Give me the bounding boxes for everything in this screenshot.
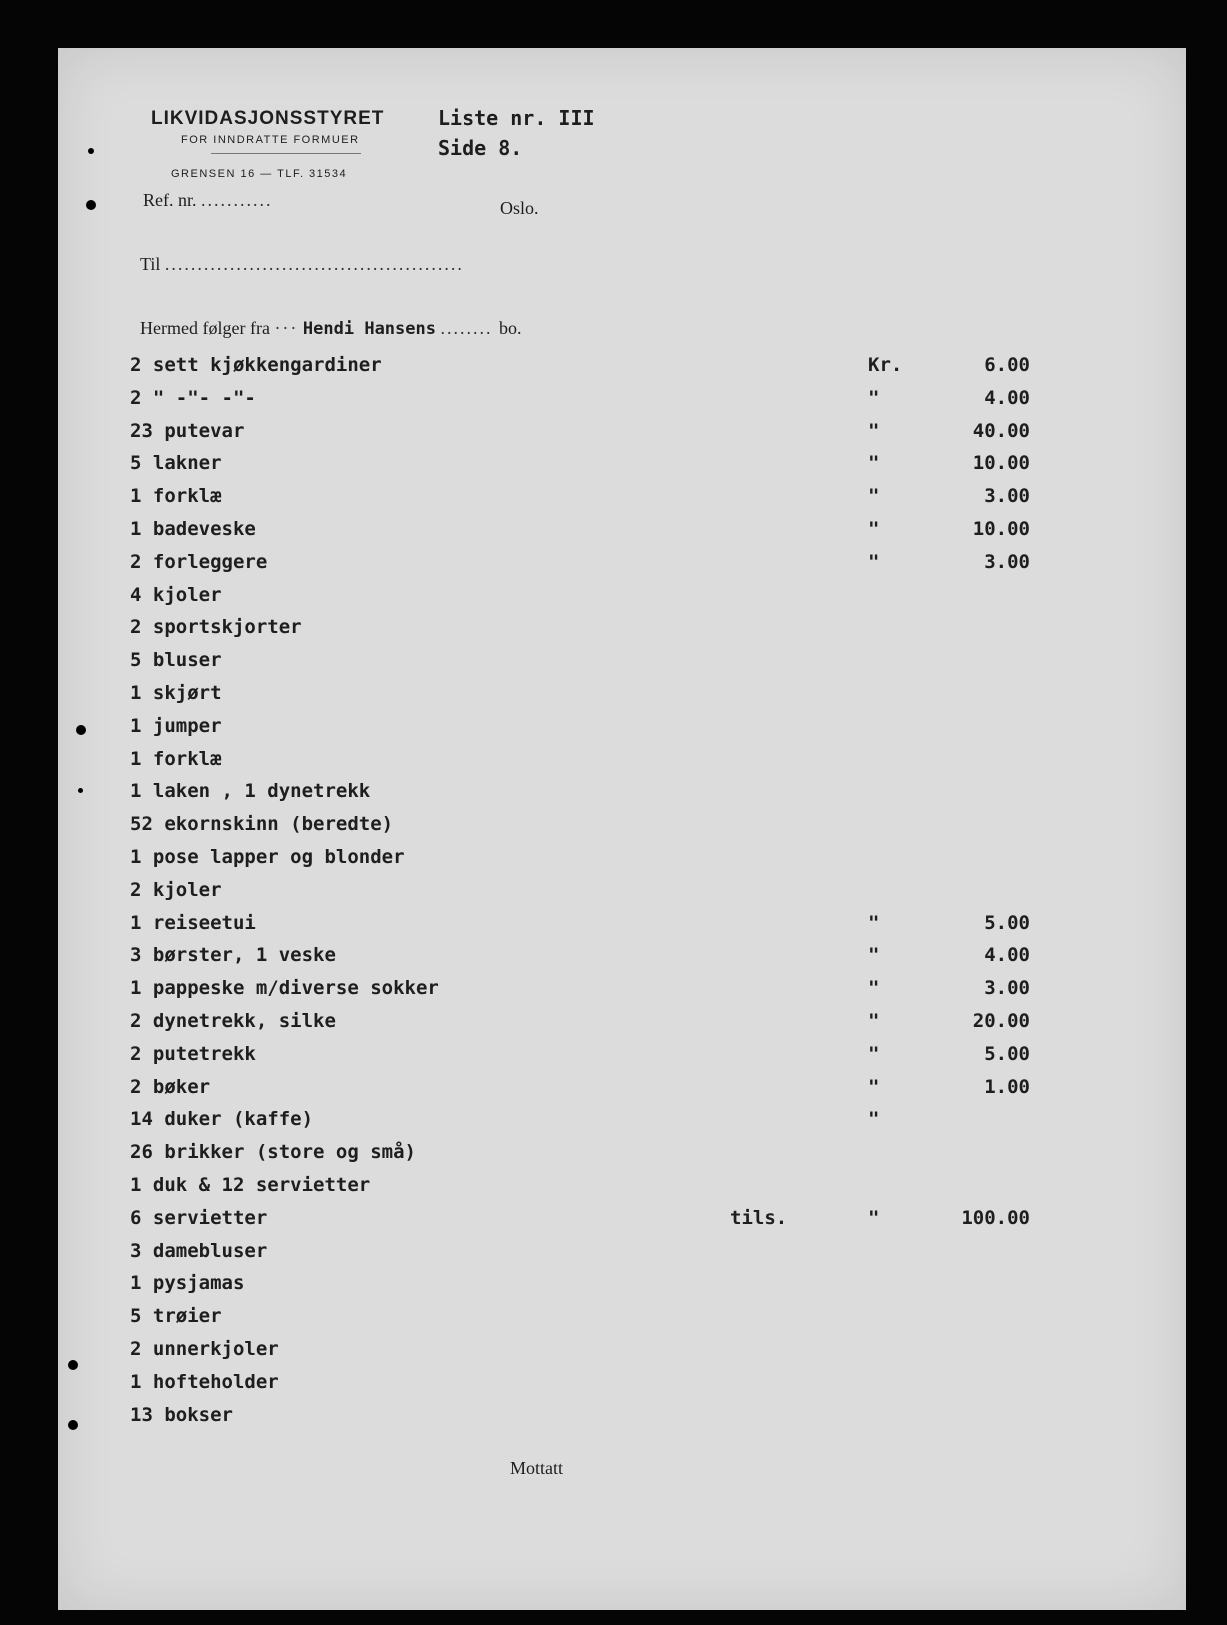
list-item [130,1272,1110,1305]
list-item [130,387,1110,420]
item-currency: " [868,1009,880,1032]
list-item [130,649,1110,682]
organization-address: GRENSEN 16 — TLF. 31534 [171,168,348,180]
list-item [130,846,1110,879]
item-text: 2 sportskjorter [130,616,302,639]
item-amount: 20.00 [972,1009,1030,1032]
to-label: Til [140,254,161,274]
list-item [130,1108,1110,1141]
to-dots: .............................................. [164,254,464,274]
list-item [130,452,1110,485]
list-item [130,780,1110,813]
list-item [130,1240,1110,1273]
item-text: 2 " -"- -"- [130,386,256,409]
item-currency: " [868,1042,880,1065]
list-item [130,682,1110,715]
item-amount: 5.00 [984,1042,1030,1065]
item-amount: 3.00 [984,485,1030,508]
item-text: 52 ekornskinn (beredte) [130,813,394,836]
list-item [130,748,1110,781]
item-currency: " [868,550,880,573]
organization-name: LIKVIDASJONSSTYRET [151,108,385,129]
item-text: 3 børster, 1 veske [130,944,336,967]
item-text: 1 forklæ [130,485,222,508]
list-item [130,1141,1110,1174]
item-text: 2 bøker [130,1075,211,1098]
item-text: 2 unnerkjoler [130,1337,279,1360]
item-text: 1 reiseetui [130,911,256,934]
list-item [130,944,1110,977]
item-currency: " [868,944,880,967]
item-amount: 100.00 [961,1206,1030,1229]
item-text: 5 lakner [130,452,222,475]
punch-hole [76,725,86,735]
item-amount: 10.00 [972,452,1030,475]
item-currency: " [868,911,880,934]
item-currency: " [868,419,880,442]
header-divider [211,153,361,154]
punch-hole [68,1360,78,1370]
list-item [130,354,1110,387]
punch-hole [88,148,94,154]
list-item [130,1043,1110,1076]
from-dots-trailing: ........ [440,318,499,338]
item-currency: " [868,977,880,1000]
from-field [140,318,521,339]
item-currency: " [868,485,880,508]
city: Oslo. [500,198,539,218]
item-amount: 1.00 [984,1075,1030,1098]
organization-subtitle: FOR INNDRATTE FORMUER [181,134,360,146]
punch-hole [78,788,83,793]
item-currency: " [868,1075,880,1098]
list-item [130,1404,1110,1437]
list-item [130,1076,1110,1109]
list-item [130,420,1110,453]
list-item [130,1174,1110,1207]
estate-suffix: bo. [498,318,522,338]
item-currency: " [868,1206,880,1229]
punch-hole [86,200,96,210]
item-text: 2 dynetrekk, silke [130,1009,336,1032]
item-text: 1 jumper [130,714,222,737]
item-text: 3 damebluser [130,1239,268,1262]
item-amount: 3.00 [984,550,1030,573]
item-currency: " [868,452,880,475]
list-item [130,977,1110,1010]
item-text: 26 brikker (store og små) [130,1141,416,1164]
page-number: Side 8. [438,136,523,160]
item-text: 1 forklæ [130,747,222,770]
item-amount: 5.00 [984,911,1030,934]
item-currency: " [868,386,880,409]
list-item [130,813,1110,846]
list-item [130,1338,1110,1371]
list-item [130,912,1110,945]
punch-hole [68,1420,78,1430]
item-text: 2 sett kjøkkengardiner [130,354,382,376]
item-text: 1 laken , 1 dynetrekk [130,780,371,803]
list-item [130,518,1110,551]
item-note: tils. [730,1206,788,1229]
item-amount: 4.00 [984,386,1030,409]
list-item [130,1305,1110,1338]
ref-dots: ........... [201,190,273,210]
list-item [130,551,1110,584]
item-text: 1 hofteholder [130,1370,279,1393]
item-text: 5 trøier [130,1305,222,1328]
item-currency: " [868,1108,880,1131]
list-item [130,485,1110,518]
from-name: Hendi Hansens [302,319,436,339]
item-text: 4 kjoler [130,583,222,606]
list-item [130,1010,1110,1043]
item-text: 14 duker (kaffe) [130,1108,314,1131]
item-currency: Kr. [868,354,903,376]
inventory-list [130,354,1110,1436]
list-item [130,616,1110,649]
document-page [58,48,1186,1610]
list-item [130,1371,1110,1404]
list-item [130,879,1110,912]
list-item [130,715,1110,748]
item-text: 2 putetrekk [130,1042,256,1065]
item-text: 1 pappeske m/diverse sokker [130,977,439,1000]
item-amount: 6.00 [984,354,1030,376]
item-amount: 4.00 [984,944,1030,967]
list-item [130,584,1110,617]
item-amount: 10.00 [972,517,1030,540]
item-amount: 40.00 [972,419,1030,442]
from-label: Hermed følger fra [140,318,270,338]
to-field [140,254,464,275]
item-text: 13 bokser [130,1403,233,1426]
ref-label: Ref. nr. [143,190,197,210]
item-text: 23 putevar [130,419,245,442]
item-text: 2 kjoler [130,878,222,901]
item-text: 5 bluser [130,649,222,672]
received-label: Mottatt [510,1458,563,1478]
list-number: Liste nr. III [438,106,595,130]
item-currency: " [868,517,880,540]
item-text: 1 pose lapper og blonder [130,845,405,868]
item-text: 1 skjørt [130,681,222,704]
item-text: 1 badeveske [130,517,256,540]
item-text: 1 duk & 12 servietter [130,1173,371,1196]
item-text: 6 servietter [130,1206,268,1229]
list-item [130,1207,1110,1240]
item-text: 2 forleggere [130,550,268,573]
item-text: 1 pysjamas [130,1272,245,1295]
from-dots: ··· [274,318,299,338]
item-amount: 3.00 [984,977,1030,1000]
ref-field [143,190,273,211]
